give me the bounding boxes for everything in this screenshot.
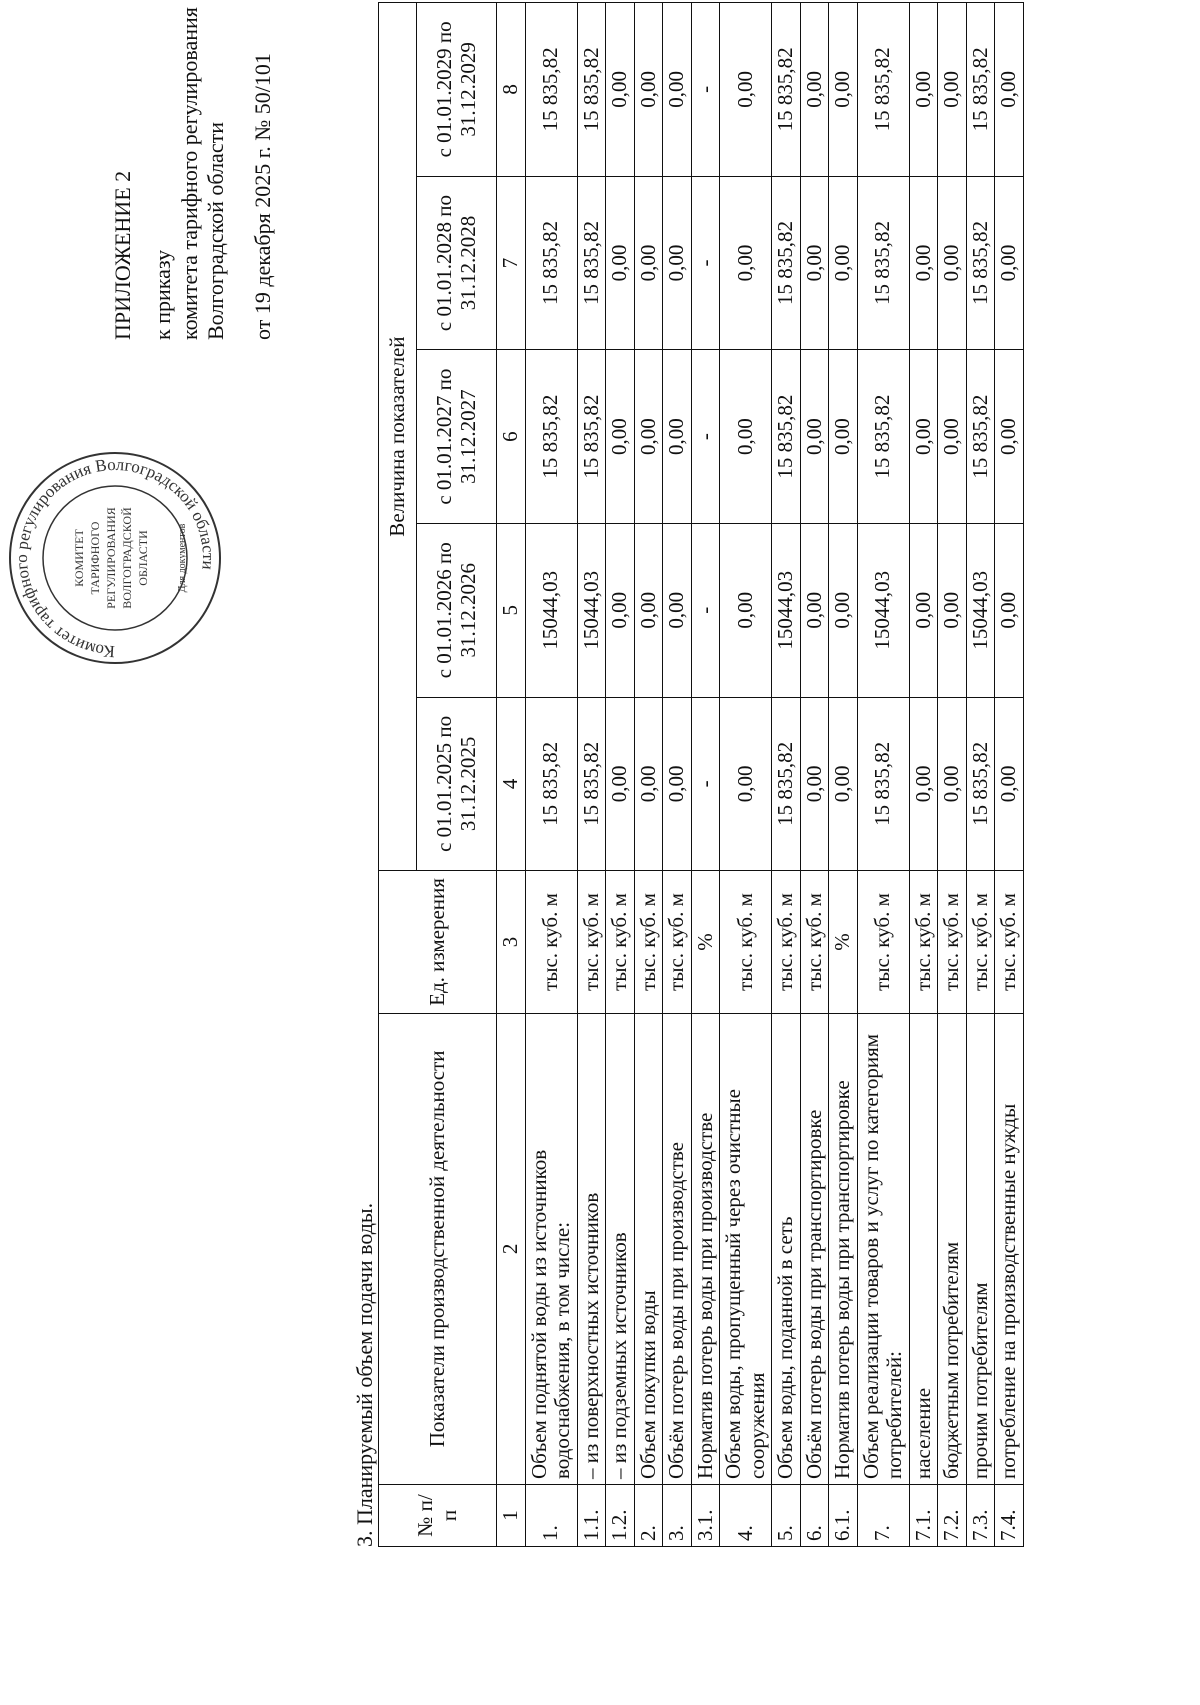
table-row [691,3,720,1547]
table-row [995,3,1024,1547]
row-value: - [691,176,720,350]
header-period: с 01.01.2028 по 31.12.2028 [417,176,497,350]
row-number: 6. [800,1485,829,1547]
row-value: 15 835,82 [857,350,909,524]
row-indicator: Норматив потерь воды при транспортировке [829,1013,858,1484]
row-value: 0,00 [720,3,772,177]
row-value: 15 835,82 [772,3,801,177]
column-number: 7 [497,176,526,350]
row-value: 15 835,82 [577,176,606,350]
table-row [606,3,635,1547]
row-value: 0,00 [663,523,692,697]
table-row [577,3,606,1547]
row-value: 15 835,82 [577,697,606,871]
row-value: 0,00 [829,350,858,524]
row-unit: тыс. куб. м [938,871,967,1014]
row-number: 2. [634,1485,663,1547]
row-value: 15 835,82 [772,350,801,524]
row-value: 0,00 [829,523,858,697]
column-number: 2 [497,1013,526,1484]
row-indicator: Объём потерь воды при производстве [663,1013,692,1484]
row-value: 15 835,82 [966,697,995,871]
row-number: 1. [525,1485,577,1547]
column-numbers-row [497,3,526,1547]
header-values-group: Величина показателей [379,3,417,871]
row-number: 7.3. [966,1485,995,1547]
row-indicator: – из поверхностных источников [577,1013,606,1484]
row-indicator: Объём потерь воды при транспортировке [800,1013,829,1484]
row-number: 4. [720,1485,772,1547]
row-value: 15044,03 [772,523,801,697]
header-period: с 01.01.2026 по 31.12.2026 [417,523,497,697]
row-value: 0,00 [634,350,663,524]
row-value: 0,00 [829,3,858,177]
row-unit: тыс. куб. м [663,871,692,1014]
row-unit: % [691,871,720,1014]
row-number: 7.4. [995,1485,1024,1547]
row-number: 3. [663,1485,692,1547]
column-number: 3 [497,871,526,1014]
row-unit: тыс. куб. м [720,871,772,1014]
header-period: с 01.01.2025 по 31.12.2025 [417,697,497,871]
row-value: 0,00 [606,350,635,524]
row-indicator: Объем поднятой воды из источников водоснабжения, в том числе: [525,1013,577,1484]
row-value: 0,00 [938,697,967,871]
seal-inner-line: ОБЛАСТИ [136,530,150,586]
row-value: 15044,03 [577,523,606,697]
row-value: 0,00 [800,176,829,350]
row-value: 15 835,82 [525,697,577,871]
row-value: 0,00 [720,176,772,350]
row-value: 0,00 [800,3,829,177]
header-indicator: Показатели производственной деятельности [379,1013,497,1484]
section-title: 3. Планируемый объем подачи воды. [352,1202,377,1547]
row-value: 0,00 [606,697,635,871]
row-indicator: прочим потребителям [966,1013,995,1484]
row-value: 0,00 [909,697,938,871]
water-supply-table [378,2,1024,1547]
row-value: 0,00 [800,697,829,871]
row-value: 0,00 [938,523,967,697]
row-indicator: – из подземных источников [606,1013,635,1484]
row-value: 15 835,82 [525,350,577,524]
appendix-label: ПРИЛОЖЕНИЕ 2 [110,170,135,340]
seal-inner-line: ТАРИФНОГО [88,521,102,595]
row-unit: тыс. куб. м [525,871,577,1014]
row-value: 0,00 [606,523,635,697]
row-value: 0,00 [720,523,772,697]
table-row [909,3,938,1547]
row-value: 0,00 [995,176,1024,350]
official-seal [5,448,225,668]
row-value: 15 835,82 [525,176,577,350]
seal-inner-line: РЕГУЛИРОВАНИЯ [104,507,118,609]
row-value: 0,00 [663,350,692,524]
header-num: № п/п [379,1485,497,1547]
row-unit: тыс. куб. м [966,871,995,1014]
table-row [663,3,692,1547]
row-value: 0,00 [634,697,663,871]
row-value: 15 835,82 [857,697,909,871]
row-value: 15 835,82 [772,697,801,871]
row-indicator: Объем воды, пропущенный через очистные сооружения [720,1013,772,1484]
row-unit: тыс. куб. м [772,871,801,1014]
row-value: 0,00 [800,523,829,697]
row-value: 15 835,82 [857,3,909,177]
row-value: 15 835,82 [857,176,909,350]
row-number: 7.1. [909,1485,938,1547]
row-value: 15 835,82 [577,3,606,177]
row-number: 6.1. [829,1485,858,1547]
row-value: - [691,523,720,697]
seal-inner-line: КОМИТЕТ [72,529,86,587]
row-value: 0,00 [938,176,967,350]
approval-line: комитета тарифного регулирования [176,7,202,340]
table-row [857,3,909,1547]
row-value: 0,00 [829,697,858,871]
row-value: 0,00 [995,697,1024,871]
row-number: 7.2. [938,1485,967,1547]
header-unit: Ед. измерения [379,871,497,1014]
row-value: 0,00 [938,3,967,177]
seal-note: Для документов [177,523,188,593]
row-value: 0,00 [663,176,692,350]
table-row [966,3,995,1547]
row-value: 15044,03 [857,523,909,697]
row-value: - [691,350,720,524]
row-indicator: Норматив потерь воды при производстве [691,1013,720,1484]
row-value: - [691,697,720,871]
row-value: 0,00 [995,3,1024,177]
row-value: 15 835,82 [966,176,995,350]
row-value: 0,00 [829,176,858,350]
row-unit: % [829,871,858,1014]
row-unit: тыс. куб. м [995,871,1024,1014]
row-value: 15044,03 [525,523,577,697]
row-number: 1.2. [606,1485,635,1547]
table-row [634,3,663,1547]
row-indicator: Объем воды, поданной в сеть [772,1013,801,1484]
row-value: - [691,3,720,177]
header-period: с 01.01.2029 по 31.12.2029 [417,3,497,177]
row-value: 0,00 [909,523,938,697]
row-unit: тыс. куб. м [800,871,829,1014]
row-indicator: Объем реализации товаров и услуг по категориям потребителей: [857,1013,909,1484]
row-indicator: Объем покупки воды [634,1013,663,1484]
row-unit: тыс. куб. м [577,871,606,1014]
row-value: 0,00 [995,350,1024,524]
row-number: 7. [857,1485,909,1547]
row-unit: тыс. куб. м [606,871,635,1014]
table-row [800,3,829,1547]
row-value: 15 835,82 [966,3,995,177]
column-number: 4 [497,697,526,871]
row-value: 0,00 [720,697,772,871]
column-number: 8 [497,3,526,177]
row-value: 0,00 [606,3,635,177]
row-value: 15 835,82 [577,350,606,524]
row-unit: тыс. куб. м [634,871,663,1014]
row-value: 0,00 [800,350,829,524]
row-unit: тыс. куб. м [909,871,938,1014]
column-number: 1 [497,1485,526,1547]
column-number: 6 [497,350,526,524]
seal-outer-text: Комитет тарифного регулирования Волгоградской области [11,454,219,662]
row-value: 0,00 [909,176,938,350]
row-value: 15044,03 [966,523,995,697]
column-number: 5 [497,523,526,697]
header-period: с 01.01.2027 по 31.12.2027 [417,350,497,524]
row-value: 0,00 [663,697,692,871]
row-value: 0,00 [995,523,1024,697]
row-number: 5. [772,1485,801,1547]
row-unit: тыс. куб. м [857,871,909,1014]
table-row [720,3,772,1547]
row-value: 0,00 [634,176,663,350]
row-value: 0,00 [938,350,967,524]
row-value: 0,00 [634,523,663,697]
row-value: 0,00 [634,3,663,177]
row-number: 3.1. [691,1485,720,1547]
order-date: от 19 декабря 2025 г. № 50/101 [249,53,275,340]
table-row [938,3,967,1547]
row-value: 0,00 [606,176,635,350]
table-row [829,3,858,1547]
row-value: 15 835,82 [772,176,801,350]
row-value: 0,00 [909,350,938,524]
table-row [525,3,577,1547]
row-indicator: бюджетным потребителям [938,1013,967,1484]
approval-line: к приказу [150,249,176,340]
seal-inner-line: ВОЛГОГРАДСКОЙ [120,507,134,609]
row-value: 0,00 [909,3,938,177]
row-indicator: потребление на производственные нужды [995,1013,1024,1484]
row-value: 0,00 [663,3,692,177]
approval-line: Волгоградской области [203,122,229,340]
row-value: 15 835,82 [525,3,577,177]
table-row [772,3,801,1547]
row-value: 0,00 [720,350,772,524]
row-indicator: население [909,1013,938,1484]
approval-block [110,7,276,340]
row-number: 1.1. [577,1485,606,1547]
row-value: 15 835,82 [966,350,995,524]
